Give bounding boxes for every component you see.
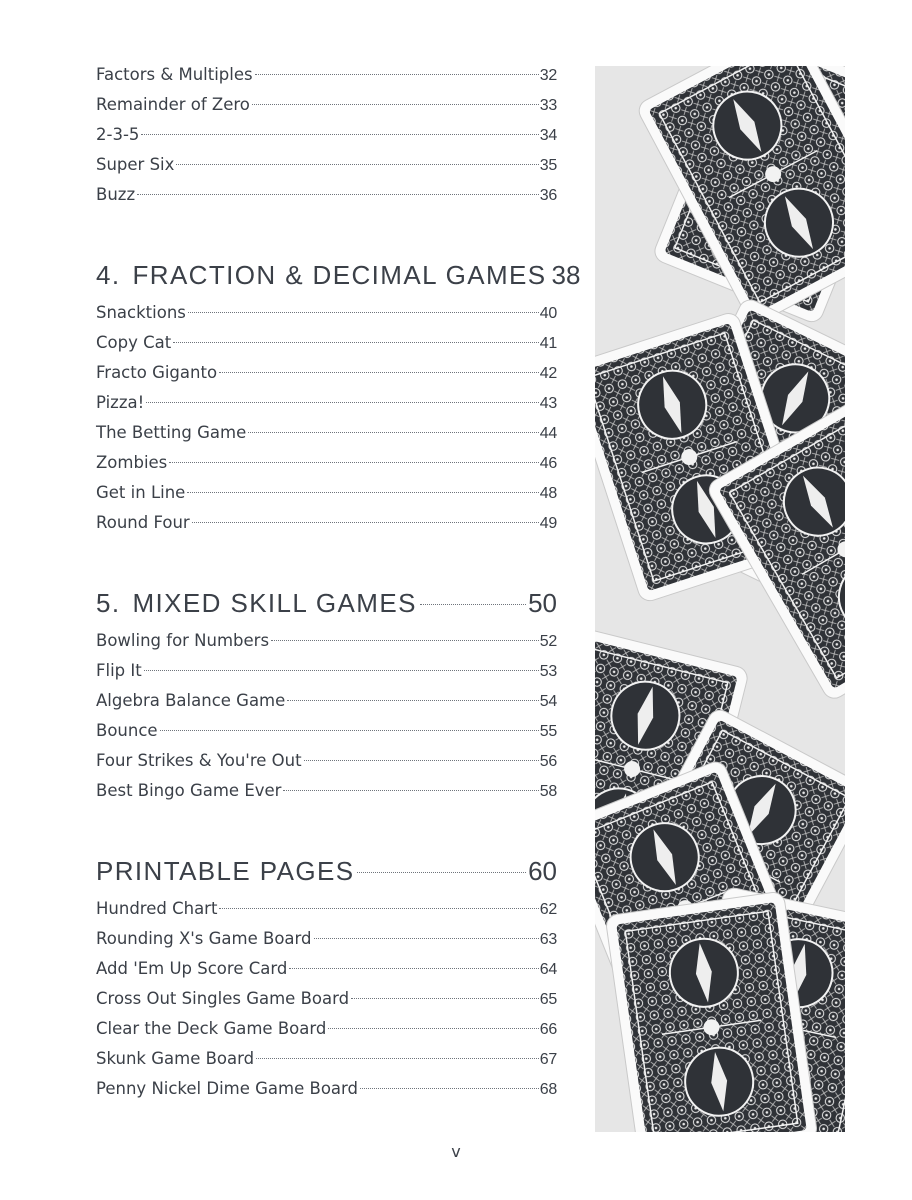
toc-entry-title: Fracto Giganto <box>96 363 218 382</box>
toc-entry-title: Super Six <box>96 155 175 174</box>
toc-entry[interactable] <box>96 924 557 954</box>
toc-entry-title: 2-3-5 <box>96 125 140 144</box>
leader-dots <box>351 998 539 999</box>
toc-entry[interactable] <box>96 180 557 210</box>
toc-entry-page: 34 <box>539 127 557 144</box>
leader-dots <box>289 968 538 969</box>
toc-entry-page: 33 <box>539 97 557 114</box>
leader-dots <box>360 1088 539 1089</box>
toc-entry[interactable] <box>96 1044 557 1074</box>
section-page: 60 <box>528 856 557 886</box>
toc-entry-title: Add 'Em Up Score Card <box>96 959 288 978</box>
toc-entry-page: 32 <box>539 67 557 84</box>
toc-entry-page: 67 <box>539 1051 557 1068</box>
toc-section-mixed-skill <box>96 580 557 806</box>
section-heading[interactable] <box>96 848 557 894</box>
toc-entry[interactable] <box>96 448 557 478</box>
toc-entry-page: 53 <box>539 663 557 680</box>
toc-entry-title: Best Bingo Game Ever <box>96 781 282 800</box>
leader-dots <box>304 760 539 761</box>
toc-entry-title: The Betting Game <box>96 423 247 442</box>
toc-entry-page: 65 <box>539 991 557 1008</box>
toc-entry[interactable] <box>96 60 557 90</box>
leader-dots <box>283 790 538 791</box>
toc-entry-title: Copy Cat <box>96 333 172 352</box>
toc-entry[interactable] <box>96 656 557 686</box>
leader-dots <box>287 700 539 701</box>
toc-entry-title: Skunk Game Board <box>96 1049 255 1068</box>
toc-section-fraction-decimal <box>96 252 581 538</box>
section-number: 4. <box>96 260 121 290</box>
toc-entry[interactable] <box>96 120 557 150</box>
toc-entry[interactable] <box>96 894 557 924</box>
toc-entry-page: 56 <box>539 753 557 770</box>
toc-entry-title: Bounce <box>96 721 158 740</box>
toc-entry-title: Clear the Deck Game Board <box>96 1019 327 1038</box>
toc-entry-title: Cross Out Singles Game Board <box>96 989 350 1008</box>
toc-top-list <box>96 60 557 210</box>
leader-dots <box>271 640 539 641</box>
toc-entry[interactable] <box>96 358 557 388</box>
leader-dots <box>187 492 538 493</box>
toc-entry[interactable] <box>96 298 557 328</box>
toc-entry[interactable] <box>96 90 557 120</box>
toc-entry-page: 66 <box>539 1021 557 1038</box>
toc-entry[interactable] <box>96 686 557 716</box>
toc-entry-page: 64 <box>539 961 557 978</box>
page-number: v <box>451 1142 461 1161</box>
toc-entry-title: Pizza! <box>96 393 145 412</box>
section-title: MIXED SKILL GAMES <box>132 588 417 618</box>
toc-entry[interactable] <box>96 626 557 656</box>
toc-entry[interactable] <box>96 418 557 448</box>
leader-dots <box>357 872 526 873</box>
playing-cards-photo <box>595 66 845 1132</box>
toc-section-printable-pages <box>96 848 557 1104</box>
section-page: 50 <box>528 588 557 618</box>
leader-dots <box>248 432 539 433</box>
section-number: 5. <box>96 588 121 618</box>
toc-entry-page: 43 <box>539 395 557 412</box>
leader-dots <box>328 1028 538 1029</box>
leader-dots <box>146 402 539 403</box>
toc-entry-page: 52 <box>539 633 557 650</box>
leader-dots <box>219 908 538 909</box>
leader-dots <box>173 342 539 343</box>
toc-entry-page: 36 <box>539 187 557 204</box>
toc-entry-page: 49 <box>539 515 557 532</box>
toc-entry-page: 35 <box>539 157 557 174</box>
toc-entry-page: 54 <box>539 693 557 710</box>
leader-dots <box>256 1058 539 1059</box>
section-title: PRINTABLE PAGES <box>96 856 355 886</box>
toc-entry-title: Hundred Chart <box>96 899 218 918</box>
toc-entry-title: Four Strikes & You're Out <box>96 751 302 770</box>
leader-dots <box>144 670 539 671</box>
toc-entry[interactable] <box>96 388 557 418</box>
toc-entry-title: Algebra Balance Game <box>96 691 286 710</box>
toc-entry[interactable] <box>96 746 557 776</box>
table-of-contents <box>96 60 581 1104</box>
toc-entry-page: 41 <box>539 335 557 352</box>
toc-entry-page: 40 <box>539 305 557 322</box>
toc-entry-title: Buzz <box>96 185 136 204</box>
toc-entry-title: Bowling for Numbers <box>96 631 270 650</box>
toc-entry-page: 48 <box>539 485 557 502</box>
toc-entry-title: Factors & Multiples <box>96 65 253 84</box>
leader-dots <box>255 74 539 75</box>
toc-entry-page: 44 <box>539 425 557 442</box>
leader-dots <box>192 522 539 523</box>
toc-entry-page: 46 <box>539 455 557 472</box>
toc-entry-title: Round Four <box>96 513 190 532</box>
toc-entry[interactable] <box>96 328 557 358</box>
leader-dots <box>160 730 539 731</box>
leader-dots <box>314 938 539 939</box>
leader-dots <box>252 104 539 105</box>
section-page: 38 <box>551 260 581 290</box>
toc-entry-page: 42 <box>539 365 557 382</box>
toc-entry-title: Get in Line <box>96 483 186 502</box>
section-heading[interactable] <box>96 252 581 298</box>
toc-entry-title: Flip It <box>96 661 142 680</box>
leader-dots <box>176 164 538 165</box>
toc-entry-page: 68 <box>539 1081 557 1098</box>
toc-entry-title: Zombies <box>96 453 168 472</box>
toc-entry-page: 63 <box>539 931 557 948</box>
toc-entry-title: Penny Nickel Dime Game Board <box>96 1079 359 1098</box>
toc-entry[interactable] <box>96 954 557 984</box>
section-heading[interactable] <box>96 580 557 626</box>
toc-entry[interactable] <box>96 150 557 180</box>
toc-entry[interactable] <box>96 508 557 538</box>
toc-entry-title: Rounding X's Game Board <box>96 929 312 948</box>
toc-entry-title: Snacktions <box>96 303 186 322</box>
leader-dots <box>188 312 539 313</box>
toc-entry-page: 55 <box>539 723 557 740</box>
leader-dots <box>219 372 539 373</box>
toc-entry[interactable] <box>96 776 557 806</box>
toc-entry[interactable] <box>96 984 557 1014</box>
toc-entry-page: 62 <box>539 901 557 918</box>
toc-entry[interactable] <box>96 1014 557 1044</box>
section-title: FRACTION & DECIMAL GAMES <box>132 260 547 290</box>
toc-entry-title: Remainder of Zero <box>96 95 250 114</box>
leader-dots <box>169 462 539 463</box>
toc-entry[interactable] <box>96 716 557 746</box>
toc-entry[interactable] <box>96 1074 557 1104</box>
toc-entry-page: 58 <box>539 783 557 800</box>
leader-dots <box>420 604 526 605</box>
leader-dots <box>141 134 538 135</box>
toc-entry[interactable] <box>96 478 557 508</box>
leader-dots <box>137 194 539 195</box>
